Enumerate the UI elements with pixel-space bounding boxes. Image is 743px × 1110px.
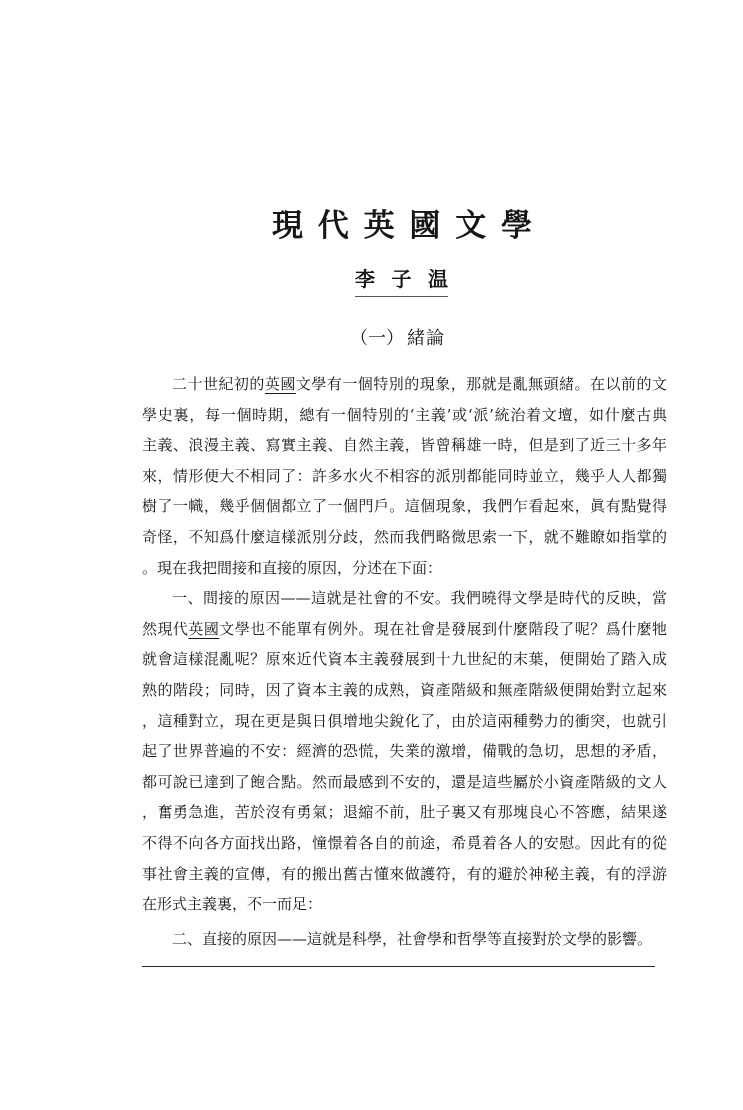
text-line bbox=[142, 797, 667, 828]
text-segment: 樹了一幟，幾乎個個都立了一個門戶。這個現象，我們乍看起來，眞有點覺得 bbox=[142, 497, 667, 516]
text-segment: 不得不向各方面找出路，憧憬着各自的前途，希覓着各人的安慰。因此有的從 bbox=[142, 833, 667, 852]
text-segment: 奇怪，不知爲什麼這樣派別分歧，然而我們略微思索一下，就不難瞭如指掌的 bbox=[142, 527, 667, 546]
text-segment: 主義、浪漫主義、寫實主義、自然主義，皆曾稱雄一時，但是到了近三十多年 bbox=[142, 436, 667, 455]
text-segment: 學史裏，每一個時期，總有一個特別的‘主義’或‘派’統治着文壇，如什麼古典 bbox=[142, 405, 667, 424]
text-line bbox=[142, 430, 667, 461]
text-segment: 。現在我把間接和直接的原因，分述在下面： bbox=[142, 558, 443, 577]
text-segment: 二十世紀初的 bbox=[172, 375, 265, 393]
section-heading bbox=[350, 326, 445, 352]
section-number: （一） bbox=[350, 328, 404, 349]
text-segment: 文學也不能單有例外。現在社會是發展到什麼階段了呢？爲什麼牠 bbox=[219, 619, 667, 638]
text-line bbox=[142, 736, 667, 767]
text-segment: 事社會主義的宣傳，有的搬出舊古懂來做護符，有的避於神秘主義，有的浮游 bbox=[142, 864, 667, 883]
text-segment: 熟的階段；同時，因了資本主義的成熟，資產階級和無產階級便開始對立起來 bbox=[142, 680, 667, 699]
text-line bbox=[142, 675, 667, 706]
text-segment: 二、直接的原因——這就是科學，社會學和哲學等直接對於文學的影響。 bbox=[172, 929, 653, 948]
text-line bbox=[142, 522, 667, 553]
text-segment: 起了世界普遍的不安：經濟的恐慌，失業的激增，備戰的急切，思想的矛盾， bbox=[142, 742, 667, 761]
text-segment: 在形式主義裏，不一而足： bbox=[142, 895, 323, 914]
text-line bbox=[142, 461, 667, 492]
text-line bbox=[142, 553, 667, 584]
paragraph bbox=[142, 369, 667, 583]
text-line bbox=[142, 859, 667, 890]
author-name: 李子温 bbox=[355, 267, 448, 291]
section-title: 緒論 bbox=[407, 328, 445, 349]
paragraph bbox=[142, 924, 667, 955]
text-segment: 一、間接的原因——這就是社會的不安。我們曉得文學是時代的反映，當 bbox=[172, 589, 667, 608]
author-underline-divider bbox=[355, 296, 448, 297]
text-segment: 然現代 bbox=[142, 619, 189, 638]
text-line bbox=[142, 889, 667, 920]
text-segment: 來，情形便大不相同了：許多水火不相容的派別都能同時並立，幾乎人人都獨 bbox=[142, 466, 667, 485]
proper-noun-mark: 英國 bbox=[264, 375, 296, 393]
text-segment: 就會這樣混亂呢？原來近代資本主義發展到十九世紀的末葉，便開始了踏入成 bbox=[142, 650, 667, 669]
text-line bbox=[142, 644, 667, 675]
text-line bbox=[142, 706, 667, 737]
text-segment: ，這種對立，現在更是與日俱增地尖銳化了，由於這兩種勢力的衝突，也就引 bbox=[142, 711, 667, 730]
text-line bbox=[142, 400, 667, 431]
text-segment: 文學有一個特別的現象，那就是亂無頭緒。在以前的文 bbox=[295, 375, 667, 393]
text-line bbox=[142, 583, 667, 614]
proper-noun-mark: 英國 bbox=[188, 619, 220, 638]
text-line bbox=[142, 924, 667, 955]
text-line bbox=[142, 767, 667, 798]
text-line bbox=[142, 828, 667, 859]
body-text bbox=[142, 369, 667, 954]
paragraph bbox=[142, 583, 667, 920]
article-title: 現代英國文學 bbox=[272, 208, 532, 244]
text-line bbox=[142, 614, 667, 645]
footer-divider bbox=[142, 966, 655, 967]
text-line bbox=[142, 491, 667, 522]
text-segment: 都可說已達到了飽合點。然而最感到不安的，還是這些屬於小資產階級的文人 bbox=[142, 772, 667, 791]
text-line bbox=[142, 369, 667, 400]
text-segment: ，奮勇急進，苦於沒有勇氣；退縮不前，肚子裏又有那塊良心不答應，結果遂 bbox=[142, 803, 667, 822]
